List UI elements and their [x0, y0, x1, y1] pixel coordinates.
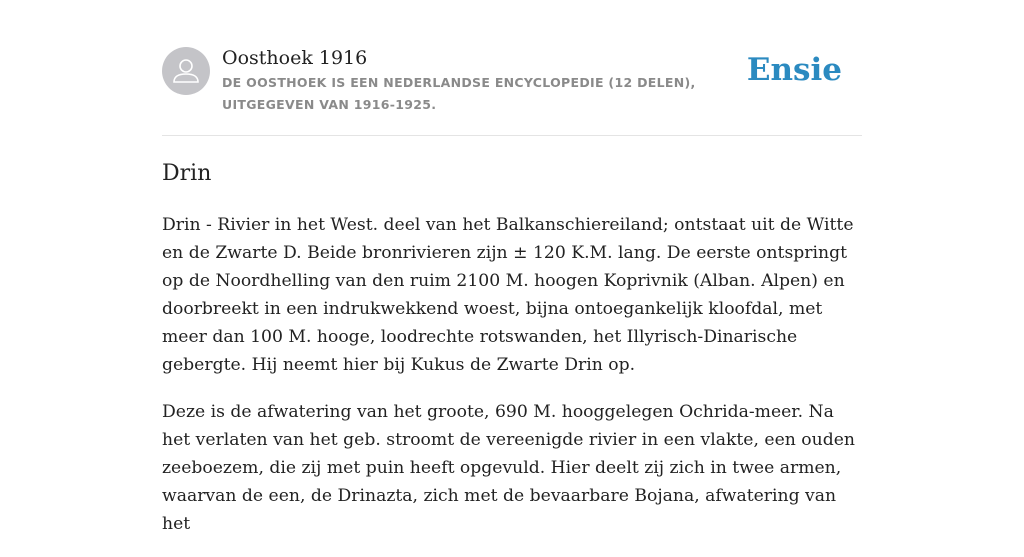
avatar[interactable]	[162, 47, 210, 95]
article-title: Drin	[162, 161, 212, 186]
user-icon	[162, 47, 210, 95]
article-paragraph: Deze is de afwatering van het groote, 690 M. hooggelegen Ochrida-meer. Na het verlaten van het geb. stroomt de vereenigde rivier in een vlakte, een ouden zeeboezem, die zij met puin heeft opgevuld. Hier deelt zij zich in twee armen, waarvan de een, de Drinazta, zich met de bevaarbare Bojana, afwatering van het	[162, 402, 855, 534]
article-paragraph: Drin - Rivier in het West. deel van het Balkanschiereiland; ontstaat uit de Witte en de Zwarte D. Beide bronrivieren zijn ± 120 K.M. lang. De eerste ontspringt op de Noordhelling van den ruim 2100 M. hoogen Koprivnik (Alban. Alpen) en doorbreekt in een indrukwekkend woest, bijna ontoegankelijk kloofdal, met meer dan 100 M. hooge, loodrechte rotswanden, het Illyrisch-Dinarische gebergte. Hij neemt hier bij Kukus de Zwarte Drin op.	[162, 215, 854, 375]
source-header	[162, 46, 862, 136]
source-title[interactable]: Oosthoek 1916	[222, 47, 368, 69]
brand-logo[interactable]: Ensie	[746, 52, 842, 88]
header-divider	[162, 135, 862, 136]
source-description: DE OOSTHOEK IS EEN NEDERLANDSE ENCYCLOPEDIE (12 DELEN), UITGEGEVEN VAN 1916-1925.	[222, 75, 696, 112]
article-body	[162, 211, 864, 557]
